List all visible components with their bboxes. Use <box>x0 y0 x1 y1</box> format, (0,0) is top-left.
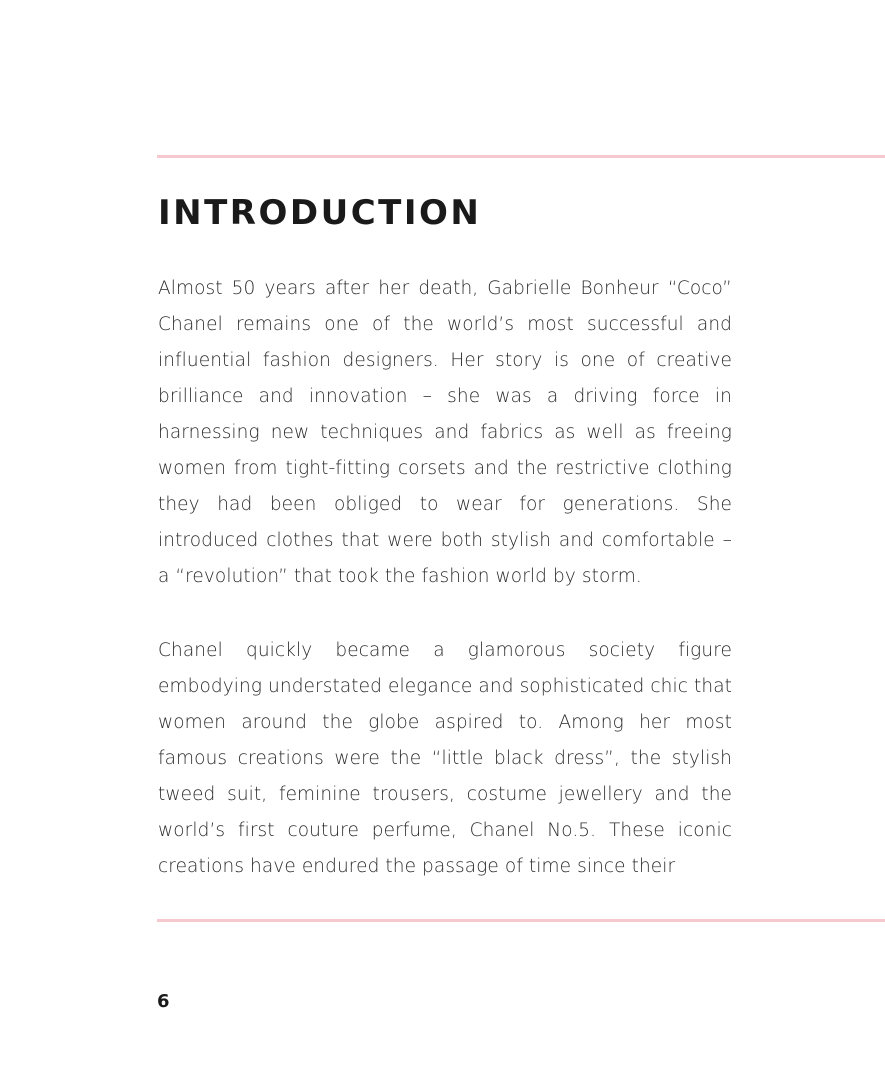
paragraph-1: Almost 50 years after her death, Gabrielle Bonheur “Coco” Chanel remains one of the world’s most successful and influential fashion designers. Her story is one of creative brilliance and innovation – she was a driving force in harnessing new techniques and fabrics as well as freeing women from tight-fitting corsets and the restrictive clothing they had been obliged to wear for generations. She introduced clothes that were both stylish and comfortable – a “revolution” that took the fashion world by storm. <box>158 278 732 587</box>
page-number: 6 <box>157 991 170 1012</box>
bottom-divider <box>157 919 885 922</box>
chapter-heading: INTRODUCTION <box>158 193 482 233</box>
top-divider <box>157 155 885 158</box>
paragraph-2: Chanel quickly became a glamorous society figure embodying understated elegance and sophisticated chic that women around the globe aspired to. Among her most famous creations were the “little black dress”, the stylish tweed suit, feminine trousers, costume jewellery and the world’s first couture perfume, Chanel No.5. These iconic creations have endured the passage of time since their <box>158 640 732 877</box>
